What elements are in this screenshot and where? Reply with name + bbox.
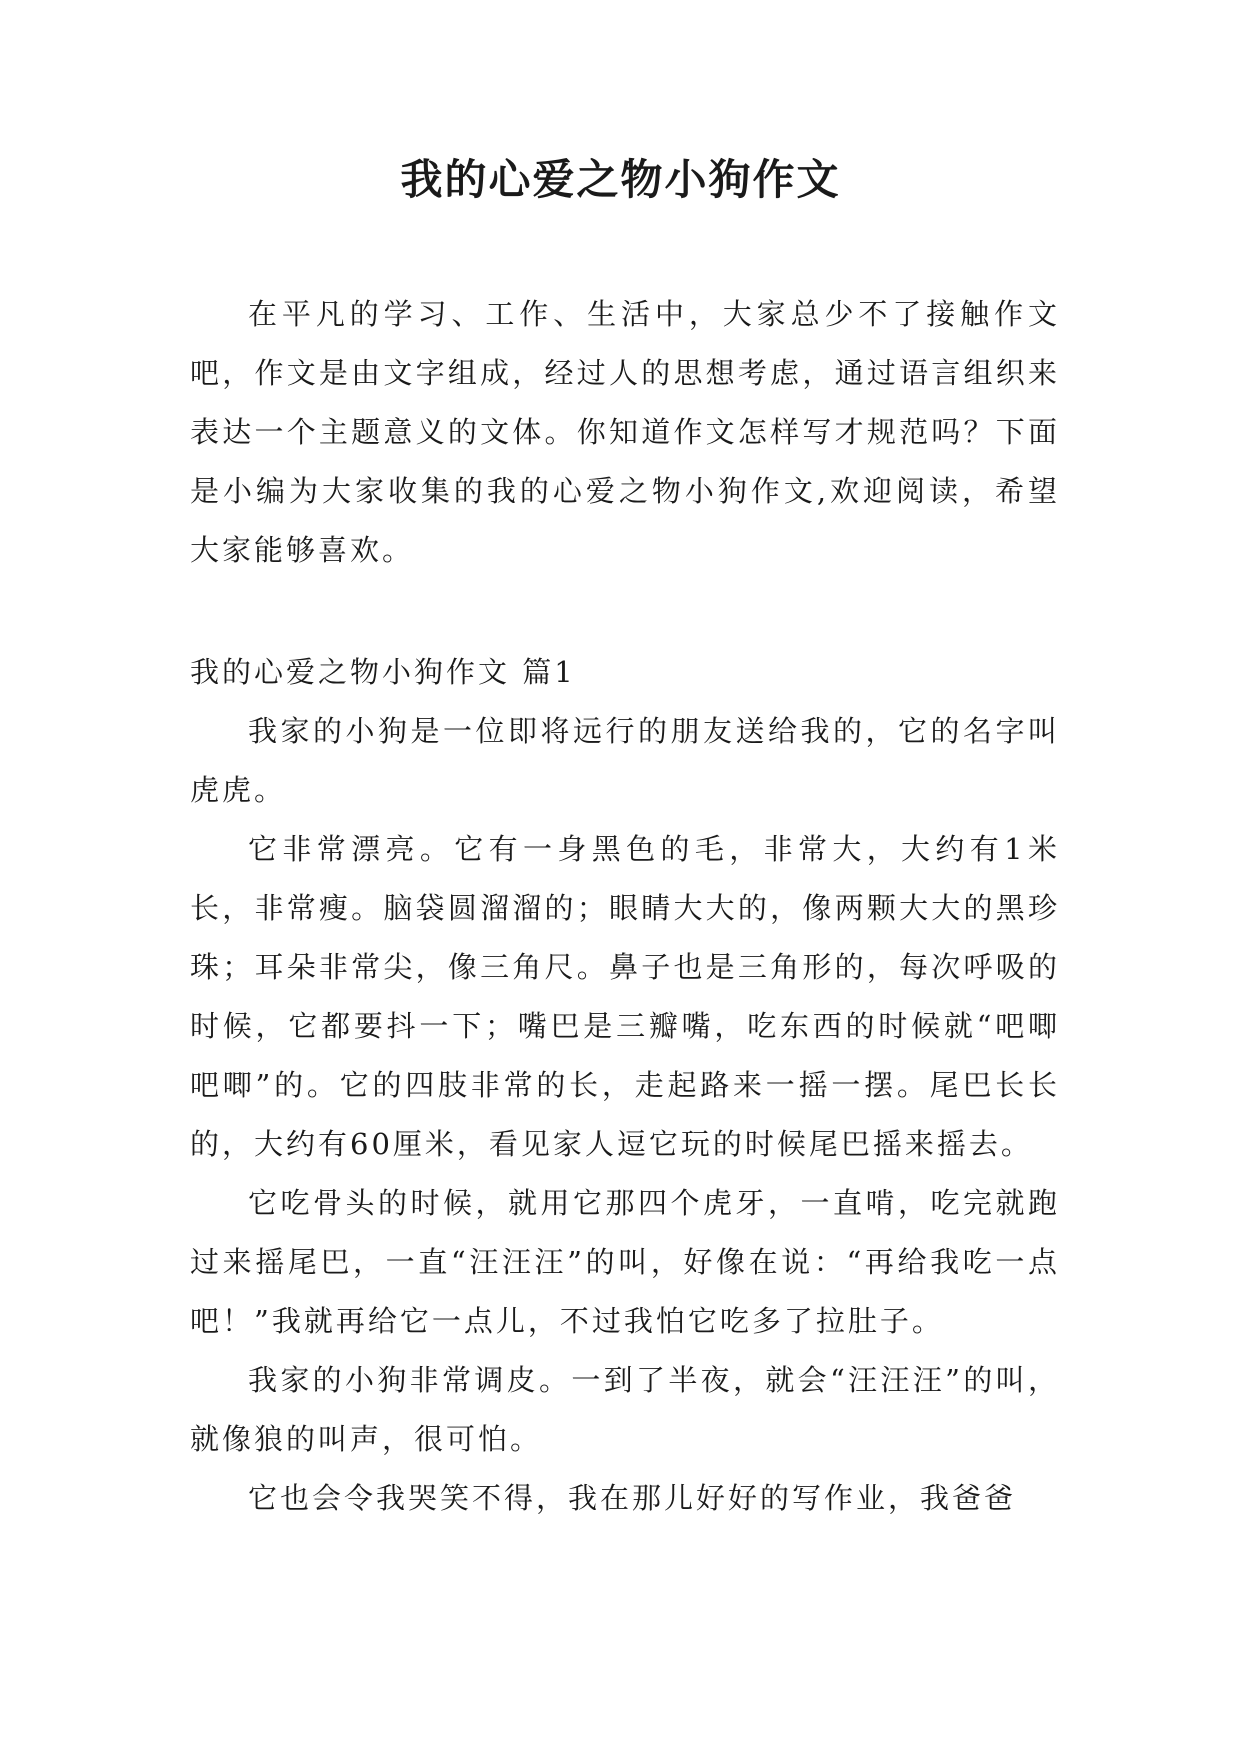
body-paragraph-4: 我家的小狗非常调皮。一到了半夜，就会“汪汪汪”的叫，就像狼的叫声，很可怕。 — [190, 1363, 1060, 1456]
body-paragraph-3: 它吃骨头的时候，就用它那四个虎牙，一直啃，吃完就跑过来摇尾巴，一直“汪汪汪”的叫，好像在说：“再给我吃一点吧！”我就再给它一点儿，不过我怕它吃多了拉肚子。 — [190, 1186, 1060, 1338]
body-paragraph-2: 它非常漂亮。它有一身黑色的毛，非常大，大约有1米长，非常瘦。脑袋圆溜溜的；眼睛大大的，像两颗大大的黑珍珠；耳朵非常尖，像三角尺。鼻子也是三角形的，每次呼吸的时候，它都要抖一下；嘴巴是三瓣嘴，吃东西的时候就“吧唧吧唧”的。它的四肢非常的长，走起路来一摇一摆。尾巴长长的，大约有60厘米，看见家人逗它玩的时候尾巴摇来摇去。 — [190, 832, 1060, 1161]
body-paragraph-1: 我家的小狗是一位即将远行的朋友送给我的，它的名字叫虎虎。 — [190, 714, 1060, 807]
intro-paragraph: 在平凡的学习、工作、生活中，大家总少不了接触作文吧，作文是由文字组成，经过人的思想考虑，通过语言组织来表达一个主题意义的文体。你知道作文怎样写才规范吗？下面是小编为大家收集的我的心爱之物小狗作文,欢迎阅读，希望大家能够喜欢。 — [190, 297, 1060, 567]
body-paragraph-5: 它也会令我哭笑不得，我在那儿好好的写作业，我爸爸 — [248, 1481, 1017, 1515]
section-heading: 我的心爱之物小狗作文 篇1 — [190, 655, 576, 689]
document-title: 我的心爱之物小狗作文 — [400, 155, 841, 204]
document-body — [190, 285, 1060, 1528]
